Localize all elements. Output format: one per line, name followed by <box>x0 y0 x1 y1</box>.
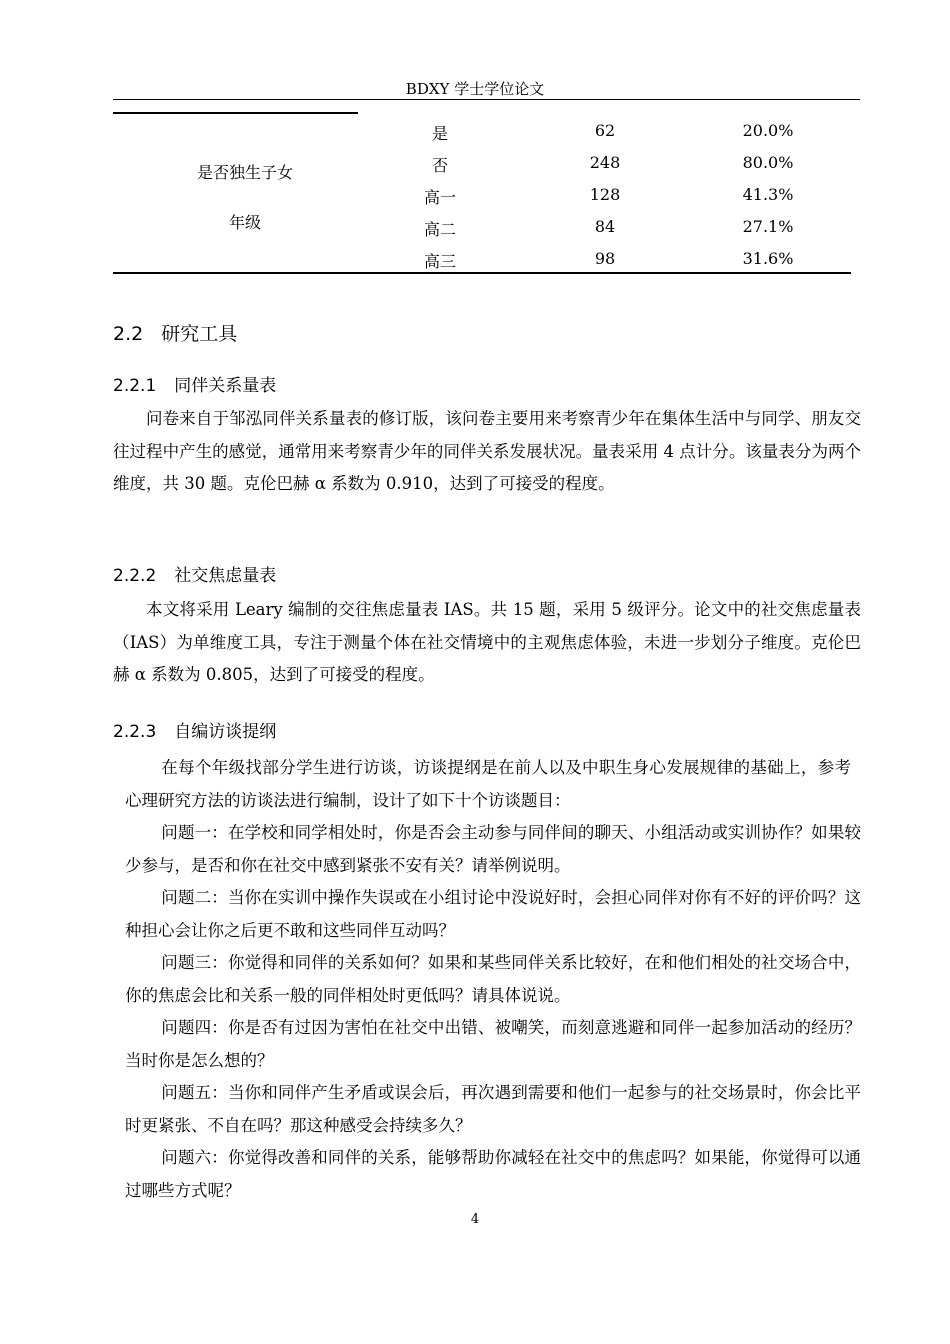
cell-percent: 31.6% <box>742 249 794 268</box>
cell-percent: 80.0% <box>742 153 794 172</box>
interview-question: 问题一：在学校和同学相处时，你是否会主动参与同伴间的聊天、小组活动或实训协作？如果较少参与，是否和你在社交中感到紧张不安有关？请举例说明。 <box>125 823 861 875</box>
paragraph-peer-relationship: 问卷来自于邹泓同伴关系量表的修订版，该问卷主要用来考察青少年在集体生活中与同学、朋友交往过程中产生的感觉，通常用来考察青少年的同伴关系发展状况。量表采用 4 点计分。该量表分为两个维度，共 30 题。克伦巴赫 α 系数为 0.910，达到了可接受的程度。 <box>113 409 861 493</box>
section-heading-2-2-2 <box>113 561 276 586</box>
paragraph-interview-intro: 在每个年级找部分学生进行访谈，访谈提纲是在前人以及中职生身心发展规律的基础上，参考心理研究方法的访谈法进行编制，设计了如下十个访谈题目： <box>125 758 851 810</box>
cell-percent: 41.3% <box>742 185 794 204</box>
cell-count: 84 <box>594 217 616 236</box>
section-title: 同伴关系量表 <box>174 376 277 396</box>
page-number: 4 <box>470 1212 480 1227</box>
table-row <box>0 249 950 269</box>
section-title: 研究工具 <box>161 323 238 345</box>
table-row <box>0 217 950 237</box>
section-heading-2-2-3 <box>113 717 276 742</box>
cell-value: 否 <box>431 156 448 175</box>
table-row <box>0 121 950 141</box>
interview-question: 问题六：你觉得改善和同伴的关系，能够帮助你减轻在社交中的焦虑吗？如果能，你觉得可以通过哪些方式呢？ <box>125 1148 861 1200</box>
section-heading-2-2-1 <box>113 371 276 396</box>
table-row <box>0 153 950 173</box>
table-row <box>0 185 950 205</box>
cell-count: 128 <box>589 185 621 204</box>
interview-question: 问题五：当你和同伴产生矛盾或误会后，再次遇到需要和他们一起参与的社交场景时，你会比平时更紧张、不自在吗？那这种感受会持续多久？ <box>125 1083 861 1135</box>
cell-count: 248 <box>589 153 621 172</box>
section-number: 2.2 <box>113 323 144 345</box>
cell-percent: 20.0% <box>742 121 794 140</box>
section-number: 2.2.3 <box>113 722 157 742</box>
section-number: 2.2.2 <box>113 566 157 586</box>
table-top-rule <box>113 112 358 114</box>
table-bottom-rule <box>113 272 851 274</box>
interview-question: 问题二：当你在实训中操作失误或在小组讨论中没说好时，会担心同伴对你有不好的评价吗？这种担心会让你之后更不敢和这些同伴互动吗？ <box>125 888 861 940</box>
group-label-grade: 年级 <box>228 213 261 232</box>
group-label-only-child: 是否独生子女 <box>196 163 293 182</box>
page-header: BDXY 学士学位论文 <box>405 80 545 98</box>
cell-count: 98 <box>594 249 616 268</box>
interview-question: 问题三：你觉得和同伴的关系如何？如果和某些同伴关系比较好，在和他们相处的社交场合中，你的焦虑会比和关系一般的同伴相处时更低吗？请具体说说。 <box>125 953 861 1005</box>
cell-percent: 27.1% <box>742 217 794 236</box>
paragraph-social-anxiety: 本文将采用 Leary 编制的交往焦虑量表 IAS。共 15 题，采用 5 级评分。论文中的社交焦虑量表（IAS）为单维度工具，专注于测量个体在社交情境中的主观焦虑体验，未进一步划分子维度。克伦巴赫 α 系数为 0.805，达到了可接受的程度。 <box>113 600 861 684</box>
section-heading-2-2 <box>113 319 237 346</box>
section-title: 社交焦虑量表 <box>174 566 277 586</box>
cell-value: 高一 <box>423 188 456 207</box>
interview-question: 问题四：你是否有过因为害怕在社交中出错、被嘲笑，而刻意逃避和同伴一起参加活动的经历？当时你是怎么想的？ <box>125 1018 861 1070</box>
section-number: 2.2.1 <box>113 376 157 396</box>
cell-value: 高三 <box>423 252 456 271</box>
cell-value: 是 <box>431 124 448 143</box>
section-title: 自编访谈提纲 <box>174 722 277 742</box>
cell-count: 62 <box>594 121 616 140</box>
cell-value: 高二 <box>423 220 456 239</box>
header-rule <box>113 99 860 100</box>
